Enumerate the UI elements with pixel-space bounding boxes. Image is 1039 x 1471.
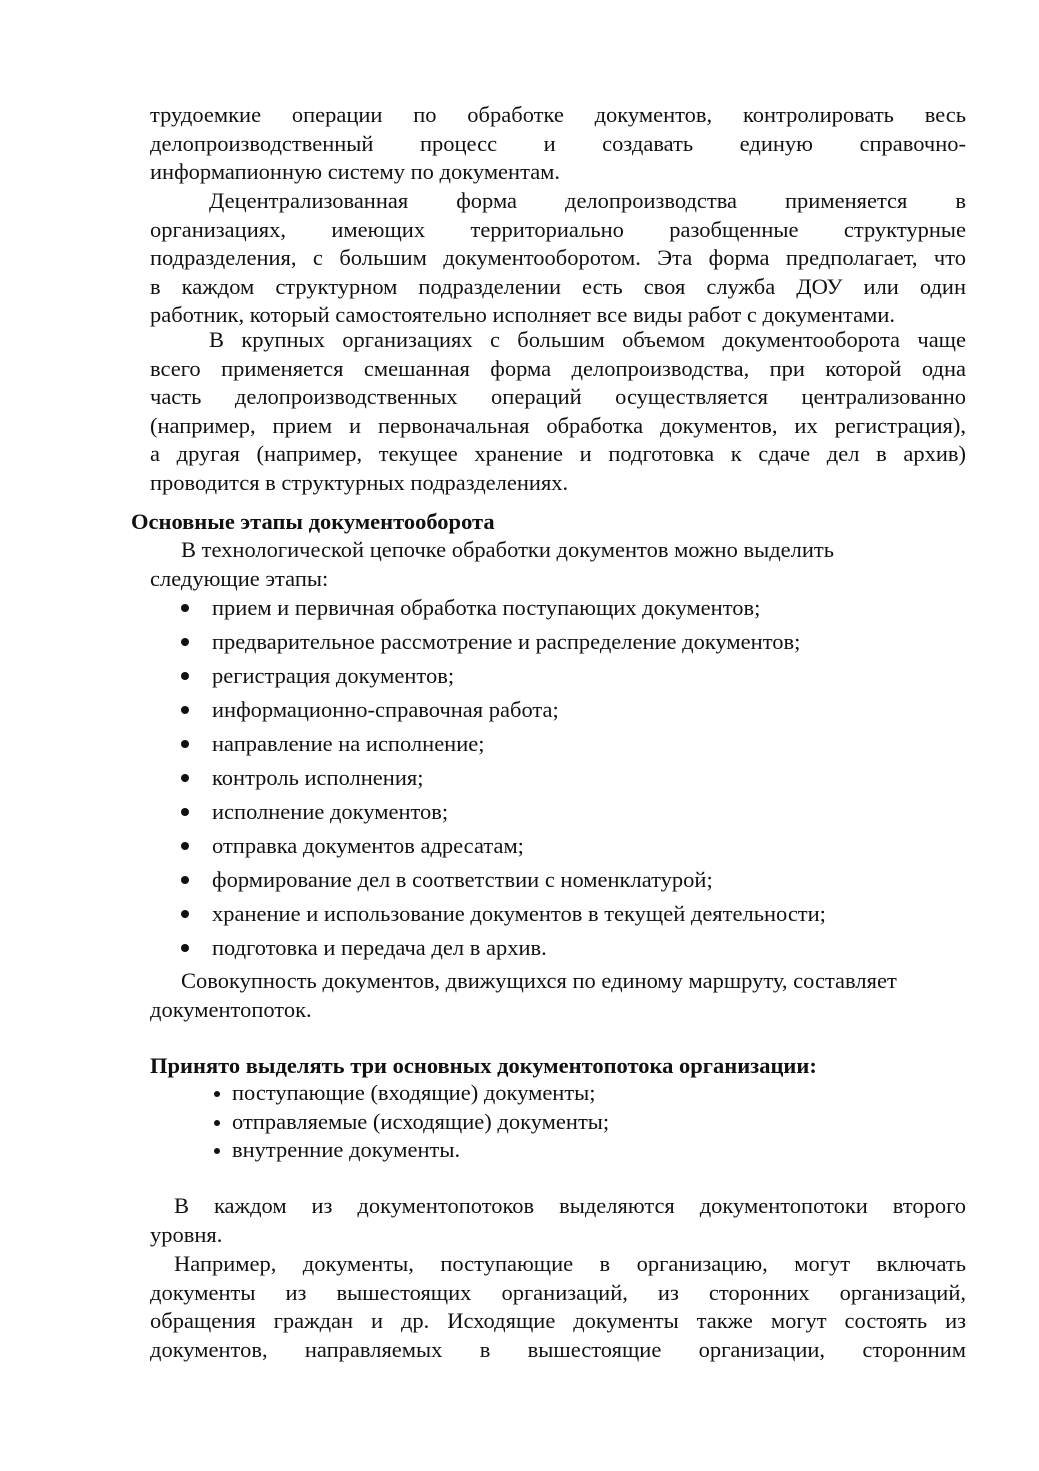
bullet-icon xyxy=(181,638,189,646)
list-item-text: хранение и использование документов в текущей деятельности; xyxy=(212,901,826,926)
bullet-icon xyxy=(181,910,189,918)
list-item-text: формирование дел в соответствии с номенклатурой; xyxy=(212,867,713,892)
text-line: работник, который самостоятельно исполняет все виды работ с документами. xyxy=(150,302,896,328)
list-item xyxy=(212,625,972,659)
paragraph-flow-definition xyxy=(150,967,966,1024)
text-line: подразделения, с большим документооборотом. Эта форма предполагает, что xyxy=(150,245,966,271)
bullet-icon xyxy=(181,876,189,884)
paragraph-decentralized xyxy=(150,187,966,330)
text-line: уровня. xyxy=(150,1221,223,1247)
list-item-text: подготовка и передача дел в архив. xyxy=(212,935,547,960)
list-item xyxy=(212,897,972,931)
text-line: В каждом из документопотоков выделяются документопотоки второго xyxy=(174,1193,966,1218)
list-item xyxy=(212,829,972,863)
list-item xyxy=(212,761,972,795)
list-item xyxy=(212,659,972,693)
bullet-icon xyxy=(181,672,189,680)
text-line: Например, документы, поступающие в организацию, могут включать xyxy=(174,1251,966,1276)
list-item-text: прием и первичная обработка поступающих документов; xyxy=(212,595,761,620)
text-line: Совокупность документов, движущихся по единому маршруту, составляет xyxy=(181,968,897,993)
paragraph-mixed xyxy=(150,326,966,498)
bullet-icon xyxy=(214,1091,220,1097)
list-item-text: исполнение документов; xyxy=(212,799,449,824)
text-line: Децентрализованная форма делопроизводства применяется в xyxy=(209,188,966,213)
text-line: информапионную систему по документам. xyxy=(150,159,561,185)
list-item-text: отправка документов адресатам; xyxy=(212,833,524,858)
text-line: документы из вышестоящих организаций, из сторонних организаций, xyxy=(150,1279,966,1305)
text-line: документов, направляемых в вышестоящие организации, сторонним xyxy=(150,1336,966,1362)
list-item xyxy=(212,795,972,829)
bullet-icon xyxy=(181,774,189,782)
list-item xyxy=(232,1079,932,1108)
bullet-icon xyxy=(181,808,189,816)
bullet-icon xyxy=(181,944,189,952)
list-item-text: предварительное рассмотрение и распределение документов; xyxy=(212,629,801,654)
text-line: а другая (например, текущее хранение и подготовка к сдаче дел в архив) xyxy=(150,441,966,467)
text-line: В технологической цепочке обработки документов можно выделить xyxy=(181,537,834,562)
text-line: документопоток. xyxy=(150,996,312,1022)
text-line: следующие этапы: xyxy=(150,565,329,591)
text-line: часть делопроизводственных операций осуществляется централизованно xyxy=(150,384,966,410)
list-item-text: регистрация документов; xyxy=(212,663,455,688)
bullet-icon xyxy=(181,842,189,850)
text-line: в каждом структурном подразделении есть своя служба ДОУ или один xyxy=(150,273,966,299)
text-line: обращения граждан и др. Исходящие документы также могут состоять из xyxy=(150,1308,966,1334)
text-line: В крупных организациях с большим объемом документооборота чаще xyxy=(209,327,966,352)
bullet-icon xyxy=(181,604,189,612)
list-item-text: отправляемые (исходящие) документы; xyxy=(232,1108,610,1134)
list-item xyxy=(212,727,972,761)
list-item xyxy=(212,931,972,965)
list-item xyxy=(212,863,972,897)
bullet-icon xyxy=(214,1148,220,1154)
bullet-icon xyxy=(181,706,189,714)
list-item xyxy=(232,1108,932,1137)
text-line: трудоемкие операции по обработке документов, контролировать весь xyxy=(150,102,966,127)
paragraph-second-level xyxy=(150,1192,966,1249)
list-item-text: контроль исполнения; xyxy=(212,765,424,790)
text-line: (например, прием и первоначальная обработка документов, их регистрация), xyxy=(150,412,966,438)
text-line: проводится в структурных подразделениях. xyxy=(150,469,569,495)
paragraph-centralized-end xyxy=(150,101,966,187)
section-heading-stages: Основные этапы документооборота xyxy=(131,509,495,534)
text-line: организациях, имеющих территориально разобщенные структурные xyxy=(150,216,966,242)
paragraph-example xyxy=(150,1250,966,1364)
flows-list xyxy=(232,1079,932,1165)
text-line: всего применяется смешанная форма делопроизводства, при которой одна xyxy=(150,355,966,381)
paragraph-stages-intro xyxy=(150,536,966,593)
stages-list xyxy=(212,591,972,965)
list-item xyxy=(212,591,972,625)
text-line: делопроизводственный процесс и создавать единую справочно- xyxy=(150,130,966,156)
list-item-text: внутренние документы. xyxy=(232,1137,461,1163)
section-heading-flows: Принято выделять три основных документопотока организации: xyxy=(150,1053,817,1078)
list-item-text: информационно-справочная работа; xyxy=(212,697,559,722)
list-item-text: направление на исполнение; xyxy=(212,731,485,756)
list-item xyxy=(232,1136,932,1165)
bullet-icon xyxy=(181,740,189,748)
bullet-icon xyxy=(214,1120,220,1126)
list-item xyxy=(212,693,972,727)
list-item-text: поступающие (входящие) документы; xyxy=(232,1080,596,1105)
